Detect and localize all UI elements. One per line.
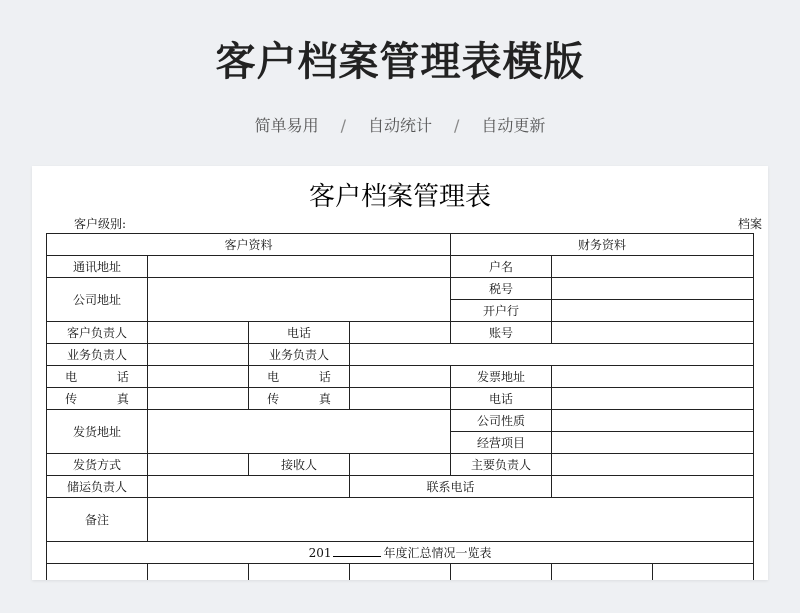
- table-row: [47, 498, 754, 542]
- fax-label: 传 真: [47, 388, 148, 410]
- year-blank-line[interactable]: [333, 546, 381, 557]
- table-row: [47, 344, 754, 366]
- customer-archive-table: [46, 233, 754, 580]
- summary-cell[interactable]: [148, 564, 249, 581]
- company-nature-label: 公司性质: [451, 410, 552, 432]
- ship-method-label: 发货方式: [47, 454, 148, 476]
- business-scope-cell[interactable]: [552, 432, 754, 454]
- fax-cell[interactable]: [148, 388, 249, 410]
- section-finance-info: 财务资料: [451, 234, 754, 256]
- ship-method-cell[interactable]: [148, 454, 249, 476]
- table-row: [47, 256, 754, 278]
- company-nature-cell[interactable]: [552, 410, 754, 432]
- contact-phone-cell[interactable]: [552, 476, 754, 498]
- ship-address-cell[interactable]: [148, 410, 451, 454]
- tel-cell[interactable]: [148, 366, 249, 388]
- contact-phone-label: 联系电话: [350, 476, 552, 498]
- receiver-label: 接收人: [249, 454, 350, 476]
- storage-person-cell[interactable]: [148, 476, 350, 498]
- person-in-charge-label: 客户负责人: [47, 322, 148, 344]
- remarks-cell[interactable]: [148, 498, 754, 542]
- business-person-2-label: 业务负责人: [249, 344, 350, 366]
- person-in-charge-cell[interactable]: [148, 322, 249, 344]
- tax-no-cell[interactable]: [552, 278, 754, 300]
- table-row: [47, 564, 754, 581]
- separator: /: [454, 116, 460, 135]
- ship-address-label: 发货地址: [47, 410, 148, 454]
- phone-label: 电话: [249, 322, 350, 344]
- tel-2-cell[interactable]: [350, 366, 451, 388]
- company-address-cell[interactable]: [148, 278, 451, 322]
- summary-year-prefix: 201: [308, 546, 332, 560]
- table-row: [47, 366, 754, 388]
- business-person-2-cell[interactable]: [350, 344, 754, 366]
- summary-cell[interactable]: [249, 564, 350, 581]
- table-row: [47, 542, 754, 564]
- business-scope-label: 经营项目: [451, 432, 552, 454]
- account-name-label: 户名: [451, 256, 552, 278]
- finance-phone-label: 电话: [451, 388, 552, 410]
- table-row: [47, 322, 754, 344]
- table-row: [47, 454, 754, 476]
- form-title: 客户档案管理表: [308, 182, 491, 212]
- invoice-address-cell[interactable]: [552, 366, 754, 388]
- fax-2-cell[interactable]: [350, 388, 451, 410]
- account-no-label: 账号: [451, 322, 552, 344]
- storage-person-label: 储运负责人: [47, 476, 148, 498]
- business-person-cell[interactable]: [148, 344, 249, 366]
- address-label: 通讯地址: [47, 256, 148, 278]
- customer-level-label: 客户级别:: [74, 217, 127, 231]
- table-row: [47, 388, 754, 410]
- table-row: [47, 410, 754, 432]
- receiver-cell[interactable]: [350, 454, 451, 476]
- business-person-label: 业务负责人: [47, 344, 148, 366]
- company-address-label: 公司地址: [47, 278, 148, 322]
- summary-cell[interactable]: [653, 564, 754, 581]
- page-title: 客户档案管理表模版: [215, 39, 585, 85]
- bank-label: 开户行: [451, 300, 552, 322]
- archive-label: 档案: [738, 217, 763, 231]
- remarks-label: 备注: [47, 498, 148, 542]
- annual-summary-heading: [47, 542, 754, 564]
- account-name-cell[interactable]: [552, 256, 754, 278]
- summary-cell[interactable]: [350, 564, 451, 581]
- fax-2-label: 传 真: [249, 388, 350, 410]
- table-row: [47, 234, 754, 256]
- table-row: [47, 278, 754, 300]
- main-person-cell[interactable]: [552, 454, 754, 476]
- tel-label: 电 话: [47, 366, 148, 388]
- account-no-cell[interactable]: [552, 322, 754, 344]
- summary-cell[interactable]: [451, 564, 552, 581]
- tel-2-label: 电 话: [249, 366, 350, 388]
- feature-tagline: [0, 113, 800, 136]
- section-customer-info: 客户资料: [47, 234, 451, 256]
- separator: /: [340, 116, 346, 135]
- feature-easy: 简单易用: [254, 116, 319, 135]
- summary-title: 年度汇总情况一览表: [383, 546, 492, 560]
- phone-cell[interactable]: [350, 322, 451, 344]
- feature-auto-update: 自动更新: [481, 116, 546, 135]
- feature-auto-stats: 自动统计: [367, 116, 432, 135]
- finance-phone-cell[interactable]: [552, 388, 754, 410]
- form-sheet: [32, 166, 768, 580]
- table-row: [47, 476, 754, 498]
- bank-cell[interactable]: [552, 300, 754, 322]
- main-person-label: 主要负责人: [451, 454, 552, 476]
- summary-cell[interactable]: [552, 564, 653, 581]
- tax-no-label: 税号: [451, 278, 552, 300]
- address-cell[interactable]: [148, 256, 451, 278]
- invoice-address-label: 发票地址: [451, 366, 552, 388]
- summary-cell[interactable]: [47, 564, 148, 581]
